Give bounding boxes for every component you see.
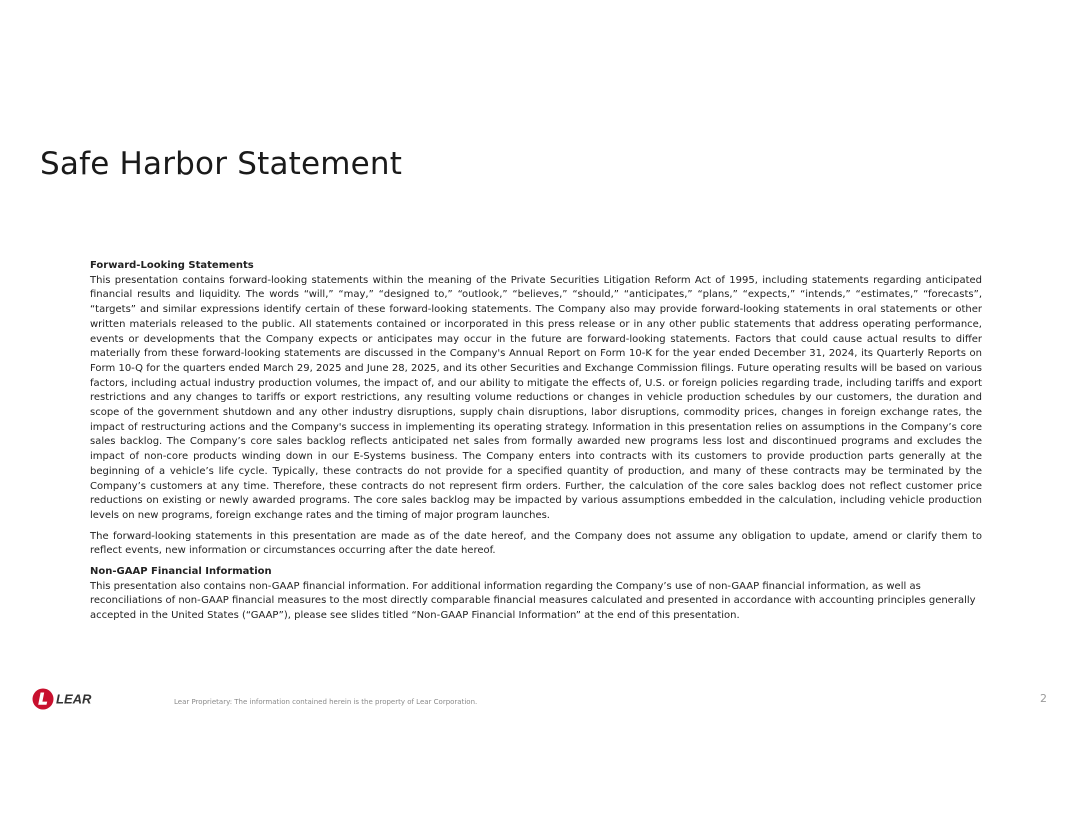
non-gaap-heading: Non-GAAP Financial Information [90,566,272,578]
forward-looking-paragraph: This presentation contains forward-looking statements within the meaning of the Private Securities Litigation Reform Act of 1995, including statements regarding anticipated financial results and liquidity. The words “will,” “may,” “designed to,” “outlook,” “believes,” “should,” “anticipates,” “plans,” “expects,” “intends,” “estimates,” “forecasts”, “targets” and similar expressions identify certain of these forward-looking statements. The Company also may provide forward-looking statements in oral statements or other written materials released to the public. All statements contained or incorporated in this press release or in any other public statements that address operating performance, events or developments that the Company expects or anticipates may occur in the future are forward-looking statements. Factors that could cause actual results to differ materially from these forward-looking statements are discussed in the Company's Annual Report on Form 10-K for the year ended December 31, 2024, its Quarterly Reports on Form 10-Q for the quarters ended March 29, 2025 and June 28, 2025, and its other Securities and Exchange Commission filings. Future operating results will be based on various factors, including actual industry production volumes, the impact of, and our ability to mitigate the effects of, U.S. or foreign policies regarding trade, including tariffs and export restrictions and any changes to tariffs or export restrictions, any resulting volume reductions or changes in vehicle production schedules by our customers, the duration and scope of the government shutdown and any other industry disruptions, supply chain disruptions, labor disruptions, commodity prices, changes in foreign exchange rates, the impact of restructuring actions and the Company's success in implementing its operating strategy. Information in this presentation relies on assumptions in the Company’s core sales backlog. The Company’s core sales backlog reflects anticipated net sales from formally awarded new programs less lost and discontinued programs and excludes the impact of non-core products winding down in our E-Systems business. The Company enters into contracts with its customers to provide production parts generally at the beginning of a vehicle’s life cycle. Typically, these contracts do not provide for a specified quantity of production, and many of these contracts may be terminated by the Company’s customers at any time. Therefore, these contracts do not represent firm orders. Further, the calculation of the core sales backlog does not reflect customer price reductions on existing or newly awarded programs. The core sales backlog may be impacted by various assumptions embedded in the calculation, including vehicle production levels on new programs, foreign exchange rates and the timing of major program launches. [90,274,982,521]
lear-logo [32,688,102,710]
lear-logo-wordmark: LEAR [56,691,92,707]
page-title: Safe Harbor Statement [40,146,403,182]
forward-looking-heading: Forward-Looking Statements [90,260,254,271]
lear-logo-mark [33,689,54,710]
non-gaap-section [90,565,982,624]
proprietary-note: Lear Proprietary: The information contained herein is the property of Lear Corporation. [174,698,478,706]
page-number: 2 [1040,692,1047,705]
non-gaap-paragraph: This presentation also contains non-GAAP financial information. For additional information regarding the Company’s use of non-GAAP financial information, as well as reconciliations of non-GAAP financial measures to the most directly comparable financial measures calculated and presented in accordance with accounting principles generally accepted in the United States (“GAAP”), please see slides titled “Non-GAAP Financial Information” at the end of this presentation. [90,580,976,622]
forward-looking-disclaimer-paragraph: The forward-looking statements in this presentation are made as of the date hereof, and the Company does not assume any obligation to update, amend or clarify them to reflect events, new information or circumstances occurring after the date hereof. [90,530,982,557]
safe-harbor-body [90,259,982,624]
